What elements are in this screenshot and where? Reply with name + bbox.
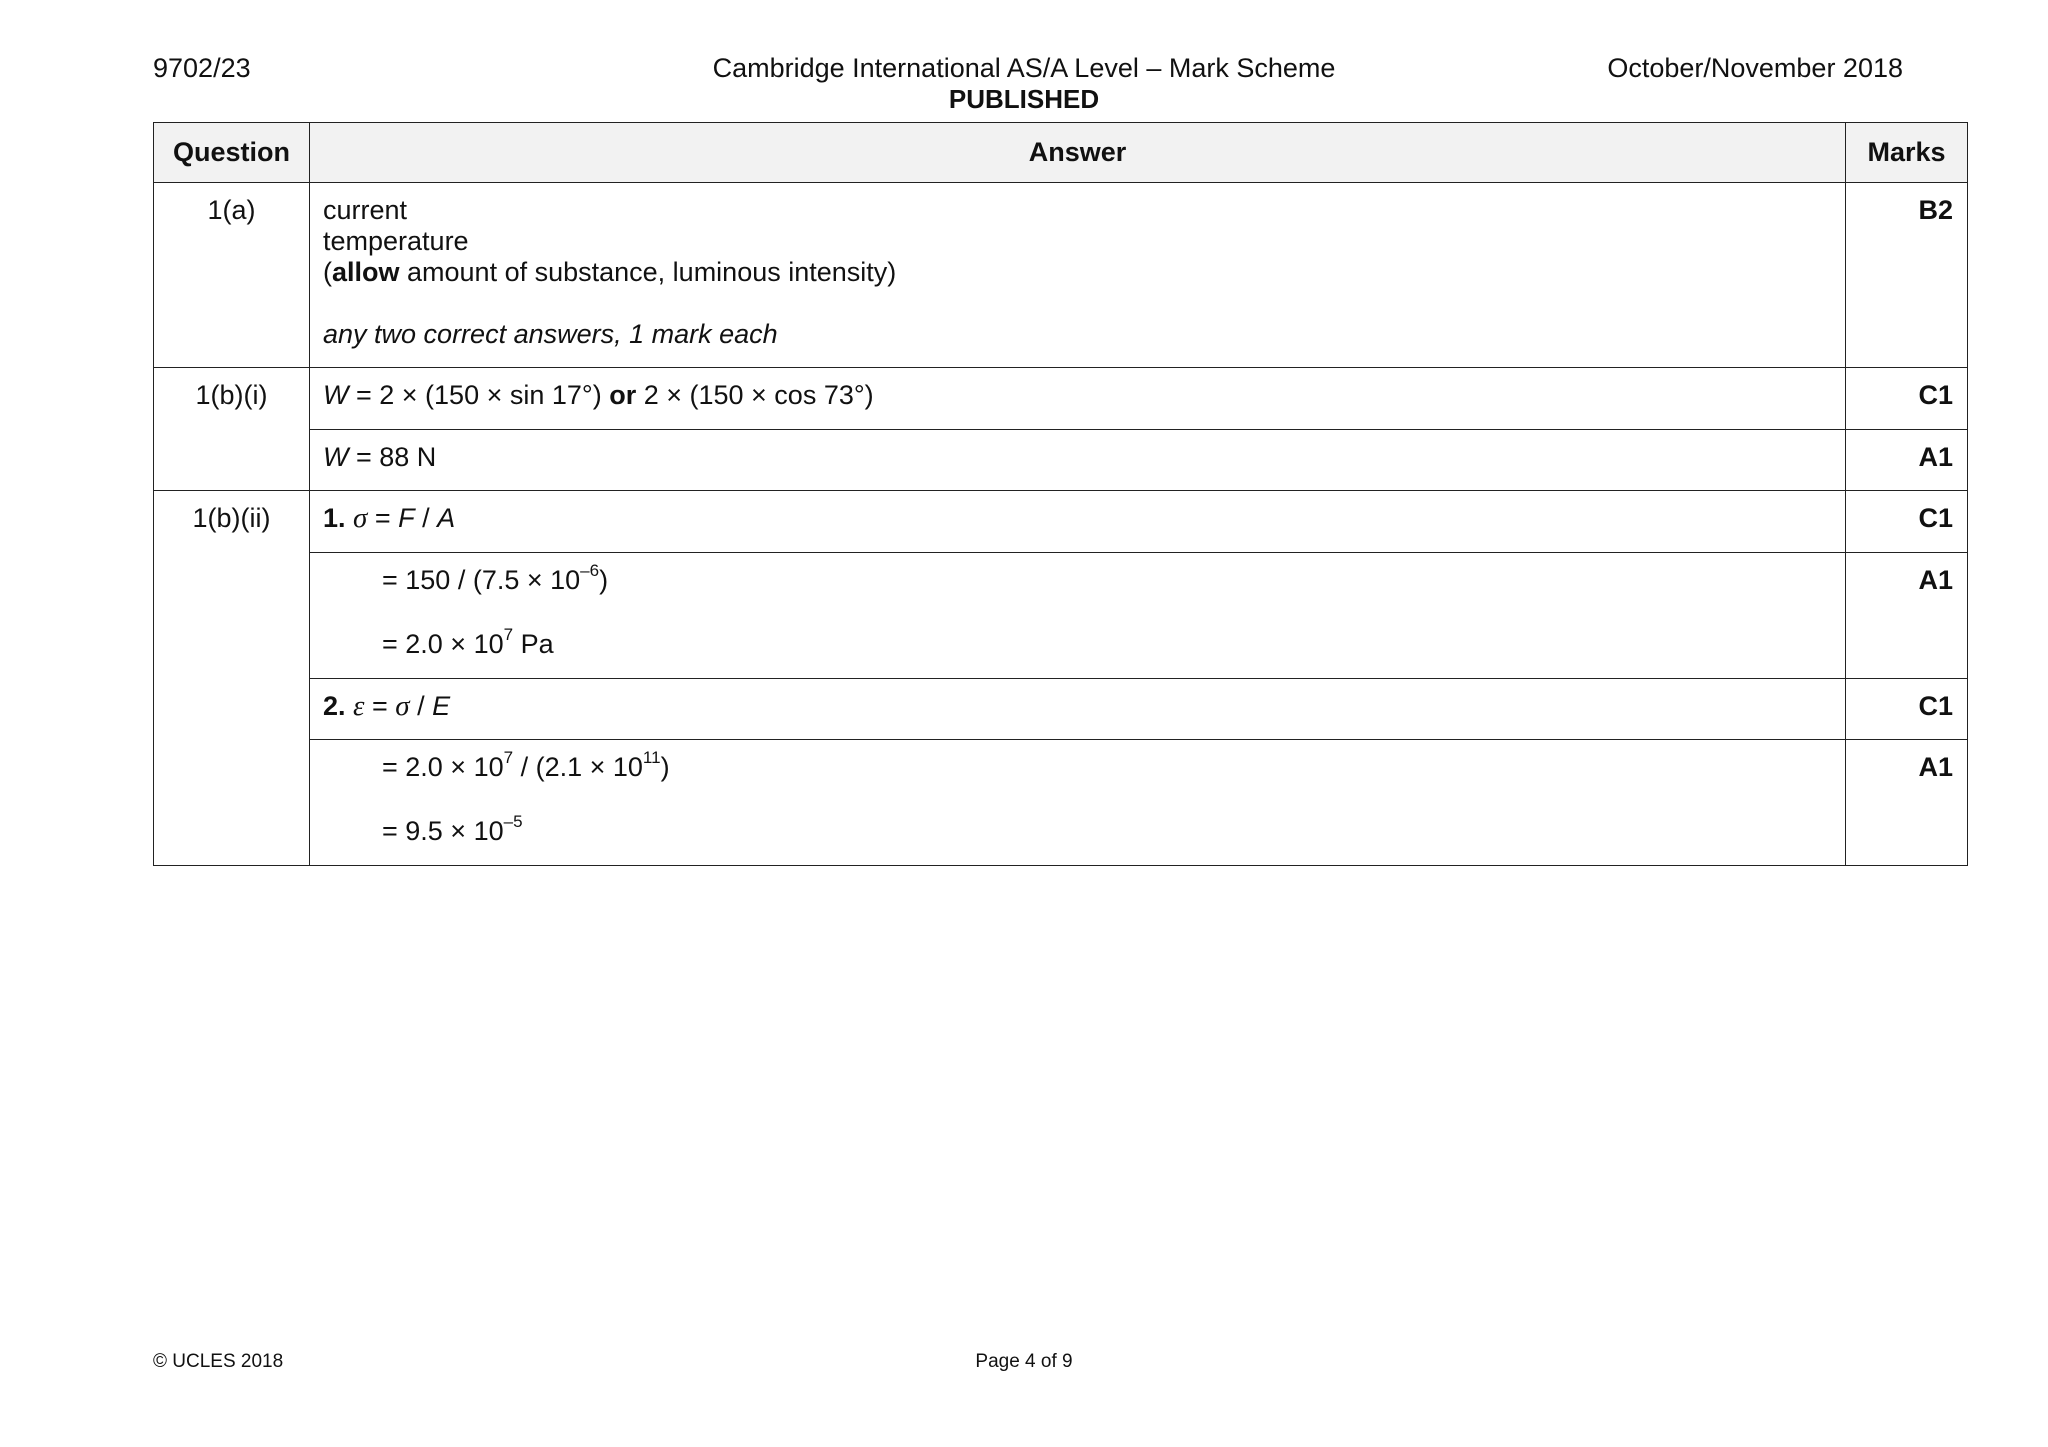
or-keyword: or: [609, 380, 637, 410]
table-row: [154, 430, 1968, 491]
question-number: 1(b)(i): [154, 368, 310, 491]
answer-line: temperature: [323, 226, 469, 256]
mark-scheme-table: [153, 122, 1968, 866]
exam-session: October/November 2018: [1607, 53, 1903, 83]
document-title: Cambridge International AS/A Level – Mark Scheme: [712, 53, 1336, 83]
answer-line: current: [323, 195, 408, 225]
allow-keyword: allow: [332, 257, 400, 287]
mark-code: B2: [1846, 183, 1968, 368]
table-row: [154, 183, 1968, 368]
working-line: = $2.0 \times 10^7 / (2.1 \times 10^{11})$: [382, 748, 670, 782]
answer-cell: [310, 553, 1846, 679]
mark-code: A1: [1846, 740, 1968, 866]
mark-code: C1: [1846, 368, 1968, 430]
table-row: [154, 740, 1968, 866]
sigma-symbol: σ: [395, 690, 410, 722]
table-header-row: [154, 123, 1968, 183]
question-number: 1(b)(ii): [154, 491, 310, 866]
column-header-question: Question: [154, 123, 310, 183]
answer-cell: W = 88 N: [310, 430, 1846, 491]
table-row: [154, 553, 1968, 679]
table-row: [154, 679, 1968, 740]
copyright-notice: © UCLES 2018: [153, 1351, 284, 1372]
sigma-symbol: σ: [353, 502, 368, 534]
paper-code: 9702/23: [153, 53, 251, 83]
published-label: PUBLISHED: [948, 84, 1100, 114]
result-line: = $9.5 \times 10^{-5}$: [382, 812, 523, 846]
working-line: = $150 / (7.5 \times 10^{-6})$: [382, 561, 609, 595]
table-row: [154, 491, 1968, 553]
marking-note: any two correct answers, 1 mark each: [323, 319, 778, 349]
answer-cell: [310, 740, 1846, 866]
allow-line: (allow amount of substance, luminous intensity): [323, 257, 897, 287]
table-row: [154, 368, 1968, 430]
mark-code: A1: [1846, 430, 1968, 491]
result-line: = $2.0 \times 10^7$ Pa: [382, 625, 554, 659]
page-number: Page 4 of 9: [975, 1351, 1073, 1372]
question-number: 1(a): [154, 183, 310, 368]
column-header-marks: Marks: [1846, 123, 1968, 183]
answer-cell: W = 2 × (150 × sin 17°) or 2 × (150 × cos 73°): [310, 368, 1846, 430]
answer-cell: 1. σ = F / A: [310, 491, 1846, 553]
epsilon-symbol: ε: [353, 690, 365, 722]
answer-cell: [310, 183, 1846, 368]
mark-code: A1: [1846, 553, 1968, 679]
mark-code: C1: [1846, 679, 1968, 740]
answer-cell: 2. ε = σ / E: [310, 679, 1846, 740]
mark-code: C1: [1846, 491, 1968, 553]
column-header-answer: Answer: [310, 123, 1846, 183]
